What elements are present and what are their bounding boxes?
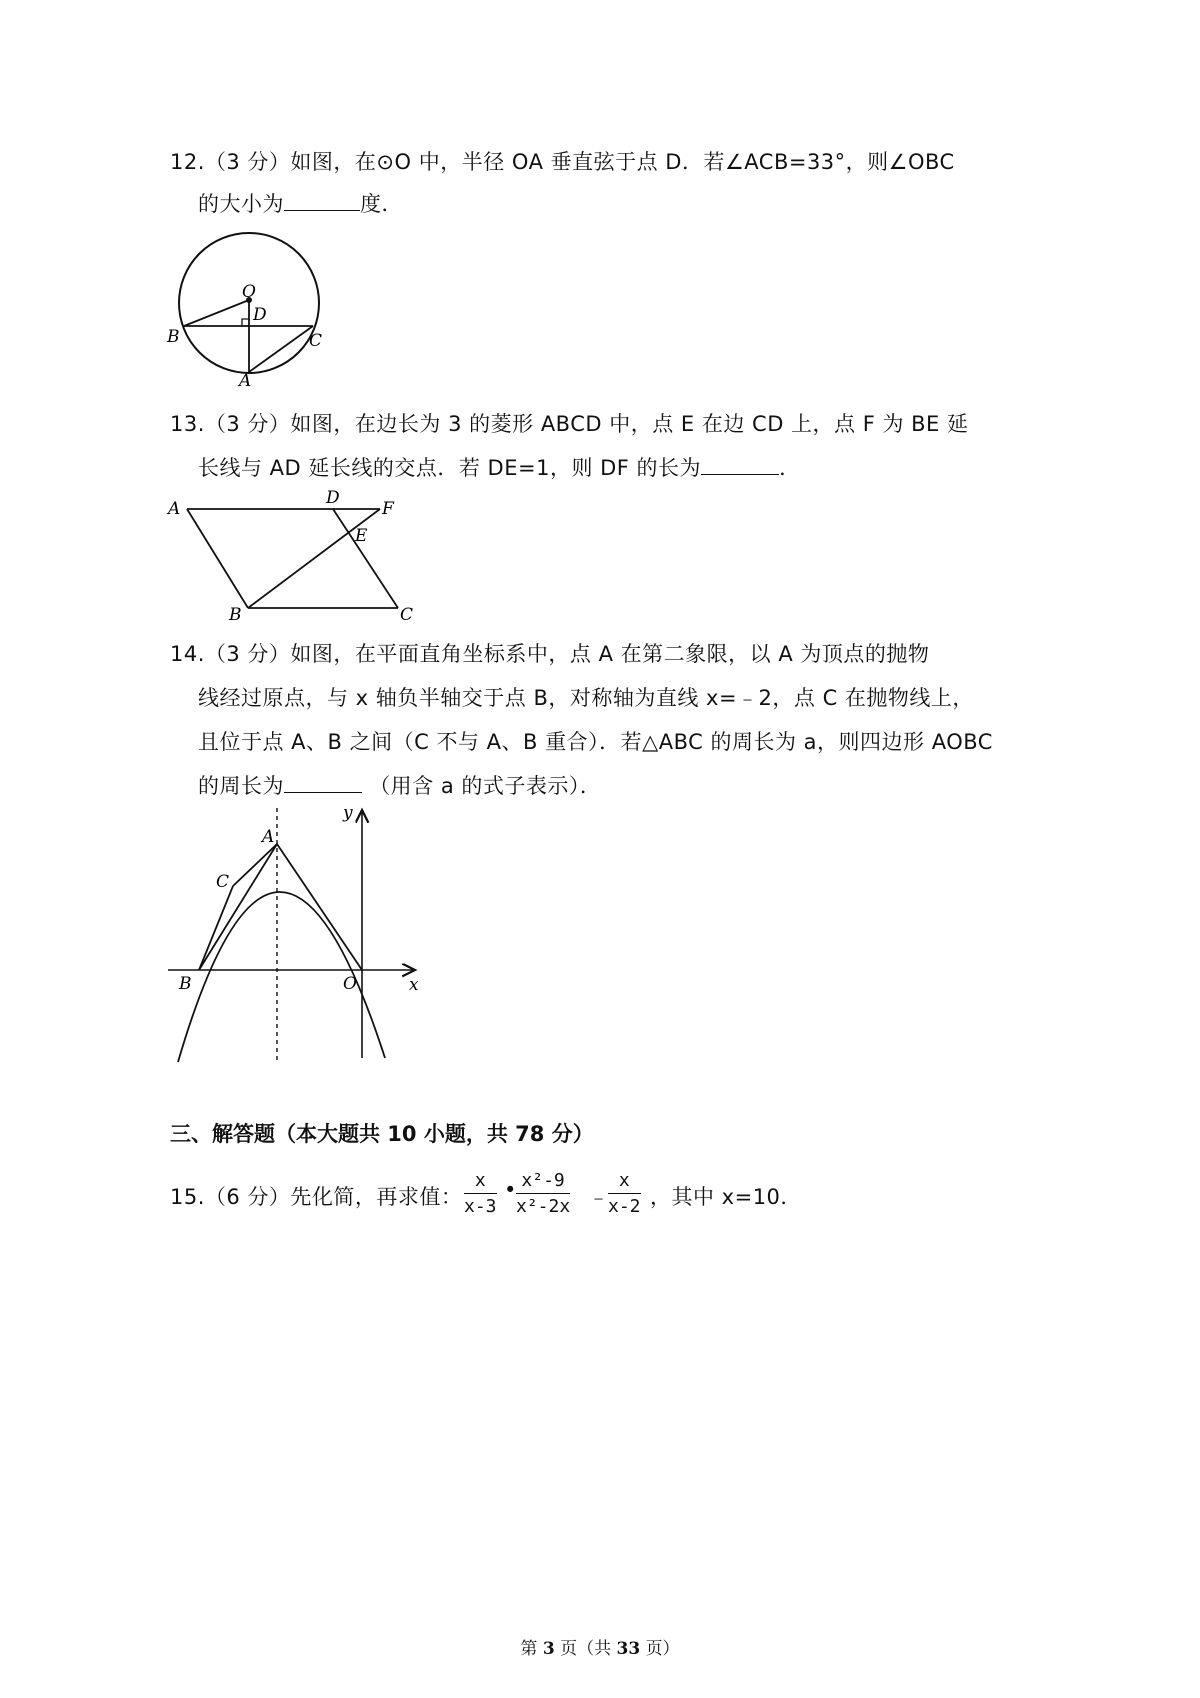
label-b: B bbox=[167, 327, 180, 347]
fraction-3-denominator: x-2 bbox=[608, 1196, 641, 1217]
page-number: 3 bbox=[542, 1639, 555, 1659]
label-d: D bbox=[326, 488, 340, 508]
label-y: y bbox=[343, 803, 353, 823]
q13-rhombus-figure bbox=[165, 488, 430, 623]
q14-line4 bbox=[198, 770, 601, 800]
q13-line2-suffix: ． bbox=[779, 456, 801, 480]
minus-sign: ﹣ bbox=[588, 1185, 609, 1209]
segment-ob bbox=[184, 300, 249, 326]
label-b: B bbox=[229, 605, 242, 623]
q14-line4-suffix: （用含 a 的式子表示）． bbox=[369, 774, 602, 798]
fraction-2-denominator: x²-2x bbox=[516, 1196, 571, 1217]
fraction-1-denominator: x-3 bbox=[464, 1196, 497, 1217]
side-dc bbox=[333, 509, 398, 608]
label-o: O bbox=[343, 974, 357, 994]
q13-line2-text: 长线与 AD 延长线的交点．若 DE=1，则 DF 的长为 bbox=[198, 456, 702, 480]
fraction-1-numerator: x bbox=[464, 1170, 497, 1194]
label-a: A bbox=[262, 827, 275, 847]
page-footer bbox=[0, 1634, 1200, 1659]
answer-blank-12 bbox=[284, 190, 360, 211]
label-d: D bbox=[253, 305, 267, 325]
label-a: A bbox=[168, 499, 181, 519]
q14-parabola-figure bbox=[163, 800, 428, 1065]
right-angle-mark bbox=[242, 319, 249, 326]
label-e: E bbox=[355, 526, 368, 546]
answer-blank-14 bbox=[284, 772, 362, 793]
q12-line2 bbox=[198, 188, 403, 218]
label-x: x bbox=[409, 975, 419, 995]
q13-line2 bbox=[198, 452, 801, 482]
q13-line1: 13.（3 分）如图，在边长为 3 的菱形 ABCD 中，点 E 在边 CD 上，点 F 为 BE 延 bbox=[170, 412, 969, 436]
fraction-3-numerator: x bbox=[608, 1170, 641, 1194]
fraction-1 bbox=[464, 1170, 497, 1217]
label-f: F bbox=[382, 499, 394, 519]
label-c: C bbox=[216, 872, 230, 892]
label-c: C bbox=[309, 331, 323, 351]
label-b: B bbox=[179, 974, 192, 994]
q14-line4-text: 的周长为 bbox=[198, 774, 284, 798]
answer-blank-13 bbox=[701, 454, 779, 475]
total-pages: 33 bbox=[616, 1639, 641, 1659]
fraction-2-numerator: x²-9 bbox=[516, 1170, 570, 1194]
q12-circle-figure bbox=[165, 218, 335, 393]
label-o: O bbox=[242, 282, 256, 302]
multiply-dot: • bbox=[504, 1178, 517, 1202]
footer-middle: 页（共 bbox=[560, 1639, 612, 1659]
section-heading: 三、解答题（本大题共 10 小题，共 78 分） bbox=[170, 1122, 594, 1146]
q14-line3: 且位于点 A、B 之间（C 不与 A、B 重合）．若△ABC 的周长为 a，则四边形 AOBC bbox=[198, 730, 993, 754]
footer-prefix: 第 bbox=[520, 1639, 538, 1659]
footer-suffix: 页） bbox=[645, 1639, 680, 1659]
label-a: A bbox=[239, 371, 252, 391]
fraction-3 bbox=[608, 1170, 641, 1217]
q12-line1: 12.（3 分）如图，在⊙O 中，半径 OA 垂直弦于点 D．若∠ACB=33°，则∠OBC bbox=[170, 150, 955, 174]
q14-line2: 线经过原点，与 x 轴负半轴交于点 B，对称轴为直线 x=﹣2，点 C 在抛物线上， bbox=[198, 686, 974, 710]
segment-ao bbox=[277, 844, 362, 970]
q14-line1: 14.（3 分）如图，在平面直角坐标系中，点 A 在第二象限，以 A 为顶点的抛物 bbox=[170, 642, 930, 666]
fraction-2 bbox=[516, 1170, 570, 1217]
side-ab bbox=[187, 509, 248, 608]
q15-suffix: ，其中 x=10． bbox=[650, 1185, 802, 1209]
q12-line2-text: 的大小为 bbox=[198, 192, 284, 216]
segment-ba bbox=[199, 844, 277, 970]
label-c: C bbox=[400, 605, 414, 623]
segment-bf bbox=[248, 509, 380, 608]
q15-prefix: 15.（6 分）先化简，再求值： bbox=[170, 1185, 463, 1209]
q12-line2-suffix: 度． bbox=[360, 192, 403, 216]
